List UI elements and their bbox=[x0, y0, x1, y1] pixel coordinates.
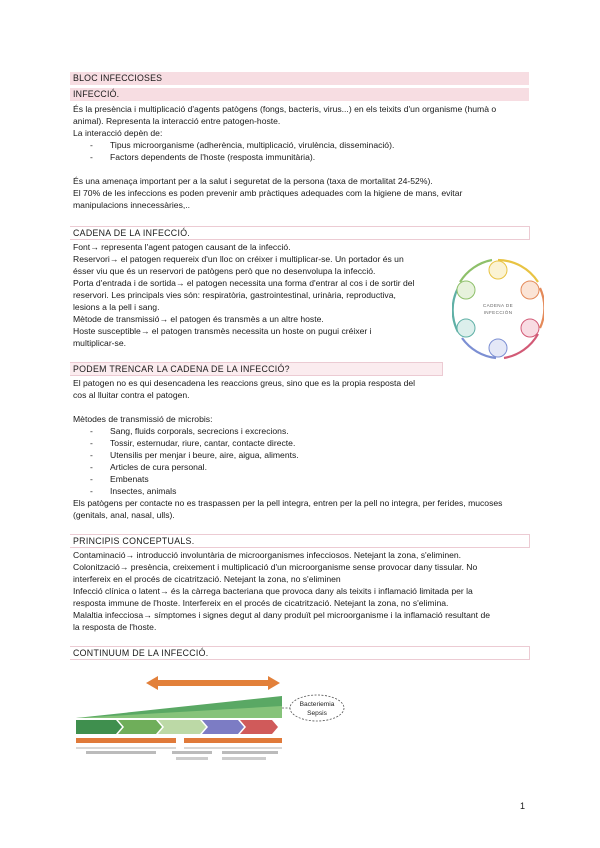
paragraph-line: Malaltia infecciosa→ símptomes i signes degut al dany produït pel microorganisme i la inflamació resultant de bbox=[73, 610, 490, 620]
infection-continuum-figure bbox=[72, 666, 360, 770]
chain-center-label: INFECCIÓN bbox=[483, 310, 513, 315]
paragraph-line: És una amenaça important per a la salut i seguretat de la persona (taxa de mortalitat 24-52%). bbox=[73, 176, 433, 186]
section-heading-principis: PRINCIPIS CONCEPTUALS. bbox=[70, 534, 530, 548]
paragraph-line: Colonització→ presència, creixement i multiplicació d'un microorganisme sense provocar dany tissular. No bbox=[73, 562, 478, 572]
paragraph-line: resposta immune de l'hoste. Interfereix en el procés de cicatrització. Netejant la zona, no s'elimina. bbox=[73, 598, 449, 608]
paragraph-line: Reservori→ el patogen requereix d'un lloc on créixer i multiplicar-se. Un portador és un bbox=[73, 254, 404, 264]
paragraph-line: interfereix en el procés de cicatrització. Netejant la zona, no s'eliminen bbox=[73, 574, 341, 584]
infection-chain-figure bbox=[452, 248, 544, 370]
paragraph-line: lesions a la pell i sang. bbox=[73, 302, 160, 312]
paragraph-line: animal). Representa la interacció entre patogen-hoste. bbox=[73, 116, 281, 126]
bubble-label: Bacteriemia bbox=[299, 701, 335, 708]
document-page: BLOC INFECCIOSES INFECCIÓ. És la presència i multiplicació d'agents patògens (fongs, bacteris, virus...) en els teixits d'un organisme (humà o animal). Representa la interacció entre patogen-hoste. La interacció depèn de: - Tipus microorganisme (adherència, multiplicació, virulència, disseminació). - Factors dependents de l'hoste (resposta immunitària). És una amenaça important per a la salut i seguretat de la persona (taxa de mortalitat 24-52%). El 70% de les infeccions es poden prevenir amb pràctiques adequades com la higiene de mans, evitar manipulacions innecessàries,.. CADENA DE LA INFECCIÓ. Font→ representa l'agent patogen causant de la infecció. Reservori→ el patogen requereix d'un lloc on créixer i multiplicar-se. Un portador és un ésser viu que és un reservori de patògens però que no desenvolupa la infecció. Porta d'entrada i de sortida→ el patogen necessita una forma d'entrar al cos i de sortir del reservori. Les principals vies són: respiratòria, gastrointestinal, urinària, reproductiva, lesions a la pell i sang. Mètode de transmissió→ el patogen és transmès a un altre hoste. Hoste susceptible→ el patogen transmès necessita un hoste on pugui créixer i multiplicar-se. CADENA DE INFECCIÓN PODEM TRENCAR LA CADENA DE LA INFECCIÓ? El patogen no es qui desencadena les reaccions greus, sino que es la propia resposta del cos al lluitar contra el patogen. Mètodes de transmissió de microbis: - Sang, fluids corporals, secrecions i excrecions. - Tossir, esternudar, riure, cantar, contacte directe. - Utensilis per menjar i beure, aire, aigua, aliments. - Articles de cura personal. - Embenats - Insectes, animals Els patògens per contacte no es traspassen per la pell integra, entren per la pell no integra, per ferides, mucoses (genitals, anal, nasal, ulls). PRINCIPIS CONCEPTUALS. Contaminació→ introducció involuntària de microorganismes infecciosos. Netejant la zona, s'eliminen. Colonització→ presència, creixement i multiplicació d'un microorganisme sense provocar dany tissular. No interfereix en el procés de cicatrització. Netejant la zona, no s'eliminen Infecció clínica o latent→ és la càrrega bacteriana que provoca dany als teixits i inflamació limitada per la resposta immune de l'hoste. Interfereix en el procés de cicatrització. Netejant la zona, no s'elimina. Malaltia infecciosa→ símptomes i signes degut al dany produït pel microorganisme i la inflamació resultant de la resposta de l'hoste. CONTINUUM DE LA INFECCIÓ. Bacteriemia Sepsis 1 bbox=[0, 0, 600, 848]
paragraph-line: Els patògens per contacte no es traspassen per la pell integra, entren per la pell no integra, per ferides, mucoses bbox=[73, 498, 503, 508]
paragraph-line: Hoste susceptible→ el patogen transmès necessita un hoste on pugui créixer i bbox=[73, 326, 372, 336]
section-heading-continuum: CONTINUUM DE LA INFECCIÓ. bbox=[70, 646, 530, 660]
bubble-label: Sepsis bbox=[307, 710, 327, 717]
page-number: 1 bbox=[520, 801, 526, 811]
section-heading-trencar: PODEM TRENCAR LA CADENA DE LA INFECCIÓ? bbox=[70, 362, 443, 376]
paragraph-line: Font→ representa l'agent patogen causant de la infecció. bbox=[73, 242, 291, 252]
paragraph-line: Porta d'entrada i de sortida→ el patogen necessita una forma d'entrar al cos i de sortir del bbox=[73, 278, 415, 288]
section-heading-infeccio: INFECCIÓ. bbox=[70, 88, 529, 101]
section-heading-cadena: CADENA DE LA INFECCIÓ. bbox=[70, 226, 530, 240]
paragraph-line: manipulacions innecessàries,.. bbox=[73, 200, 191, 210]
paragraph-line: Infecció clínica o latent→ és la càrrega bacteriana que provoca dany als teixits i inflamació limitada per la bbox=[73, 586, 473, 596]
paragraph-line: La interacció depèn de: bbox=[73, 128, 163, 138]
paragraph-line: És la presència i multiplicació d'agents patògens (fongs, bacteris, virus...) en els teixits d'un organisme (humà o bbox=[73, 104, 497, 114]
chain-center-label: CADENA DE bbox=[482, 303, 514, 308]
paragraph-line: El 70% de les infeccions es poden prevenir amb pràctiques adequades com la higiene de mans, evitar bbox=[73, 188, 463, 198]
paragraph-line: multiplicar-se. bbox=[73, 338, 127, 348]
paragraph-line: Mètode de transmissió→ el patogen és transmès a un altre hoste. bbox=[73, 314, 324, 324]
paragraph-line: la resposta de l'hoste. bbox=[73, 622, 157, 632]
document-title: BLOC INFECCIOSES bbox=[70, 72, 529, 85]
paragraph-line: cos al lluitar contra el patogen. bbox=[73, 390, 190, 400]
paragraph-line: El patogen no es qui desencadena les reaccions greus, sino que es la propia resposta del bbox=[73, 378, 416, 388]
paragraph-line: reservori. Les principals vies són: respiratòria, gastrointestinal, urinària, reproductiva, bbox=[73, 290, 396, 300]
paragraph-line: Mètodes de transmissió de microbis: bbox=[73, 414, 213, 424]
paragraph-line: (genitals, anal, nasal, ulls). bbox=[73, 510, 175, 520]
paragraph-line: ésser viu que és un reservori de patògens però que no desenvolupa la infecció. bbox=[73, 266, 376, 276]
paragraph-line: Contaminació→ introducció involuntària de microorganismes infecciosos. Netejant la zona, s'eliminen. bbox=[73, 550, 462, 560]
